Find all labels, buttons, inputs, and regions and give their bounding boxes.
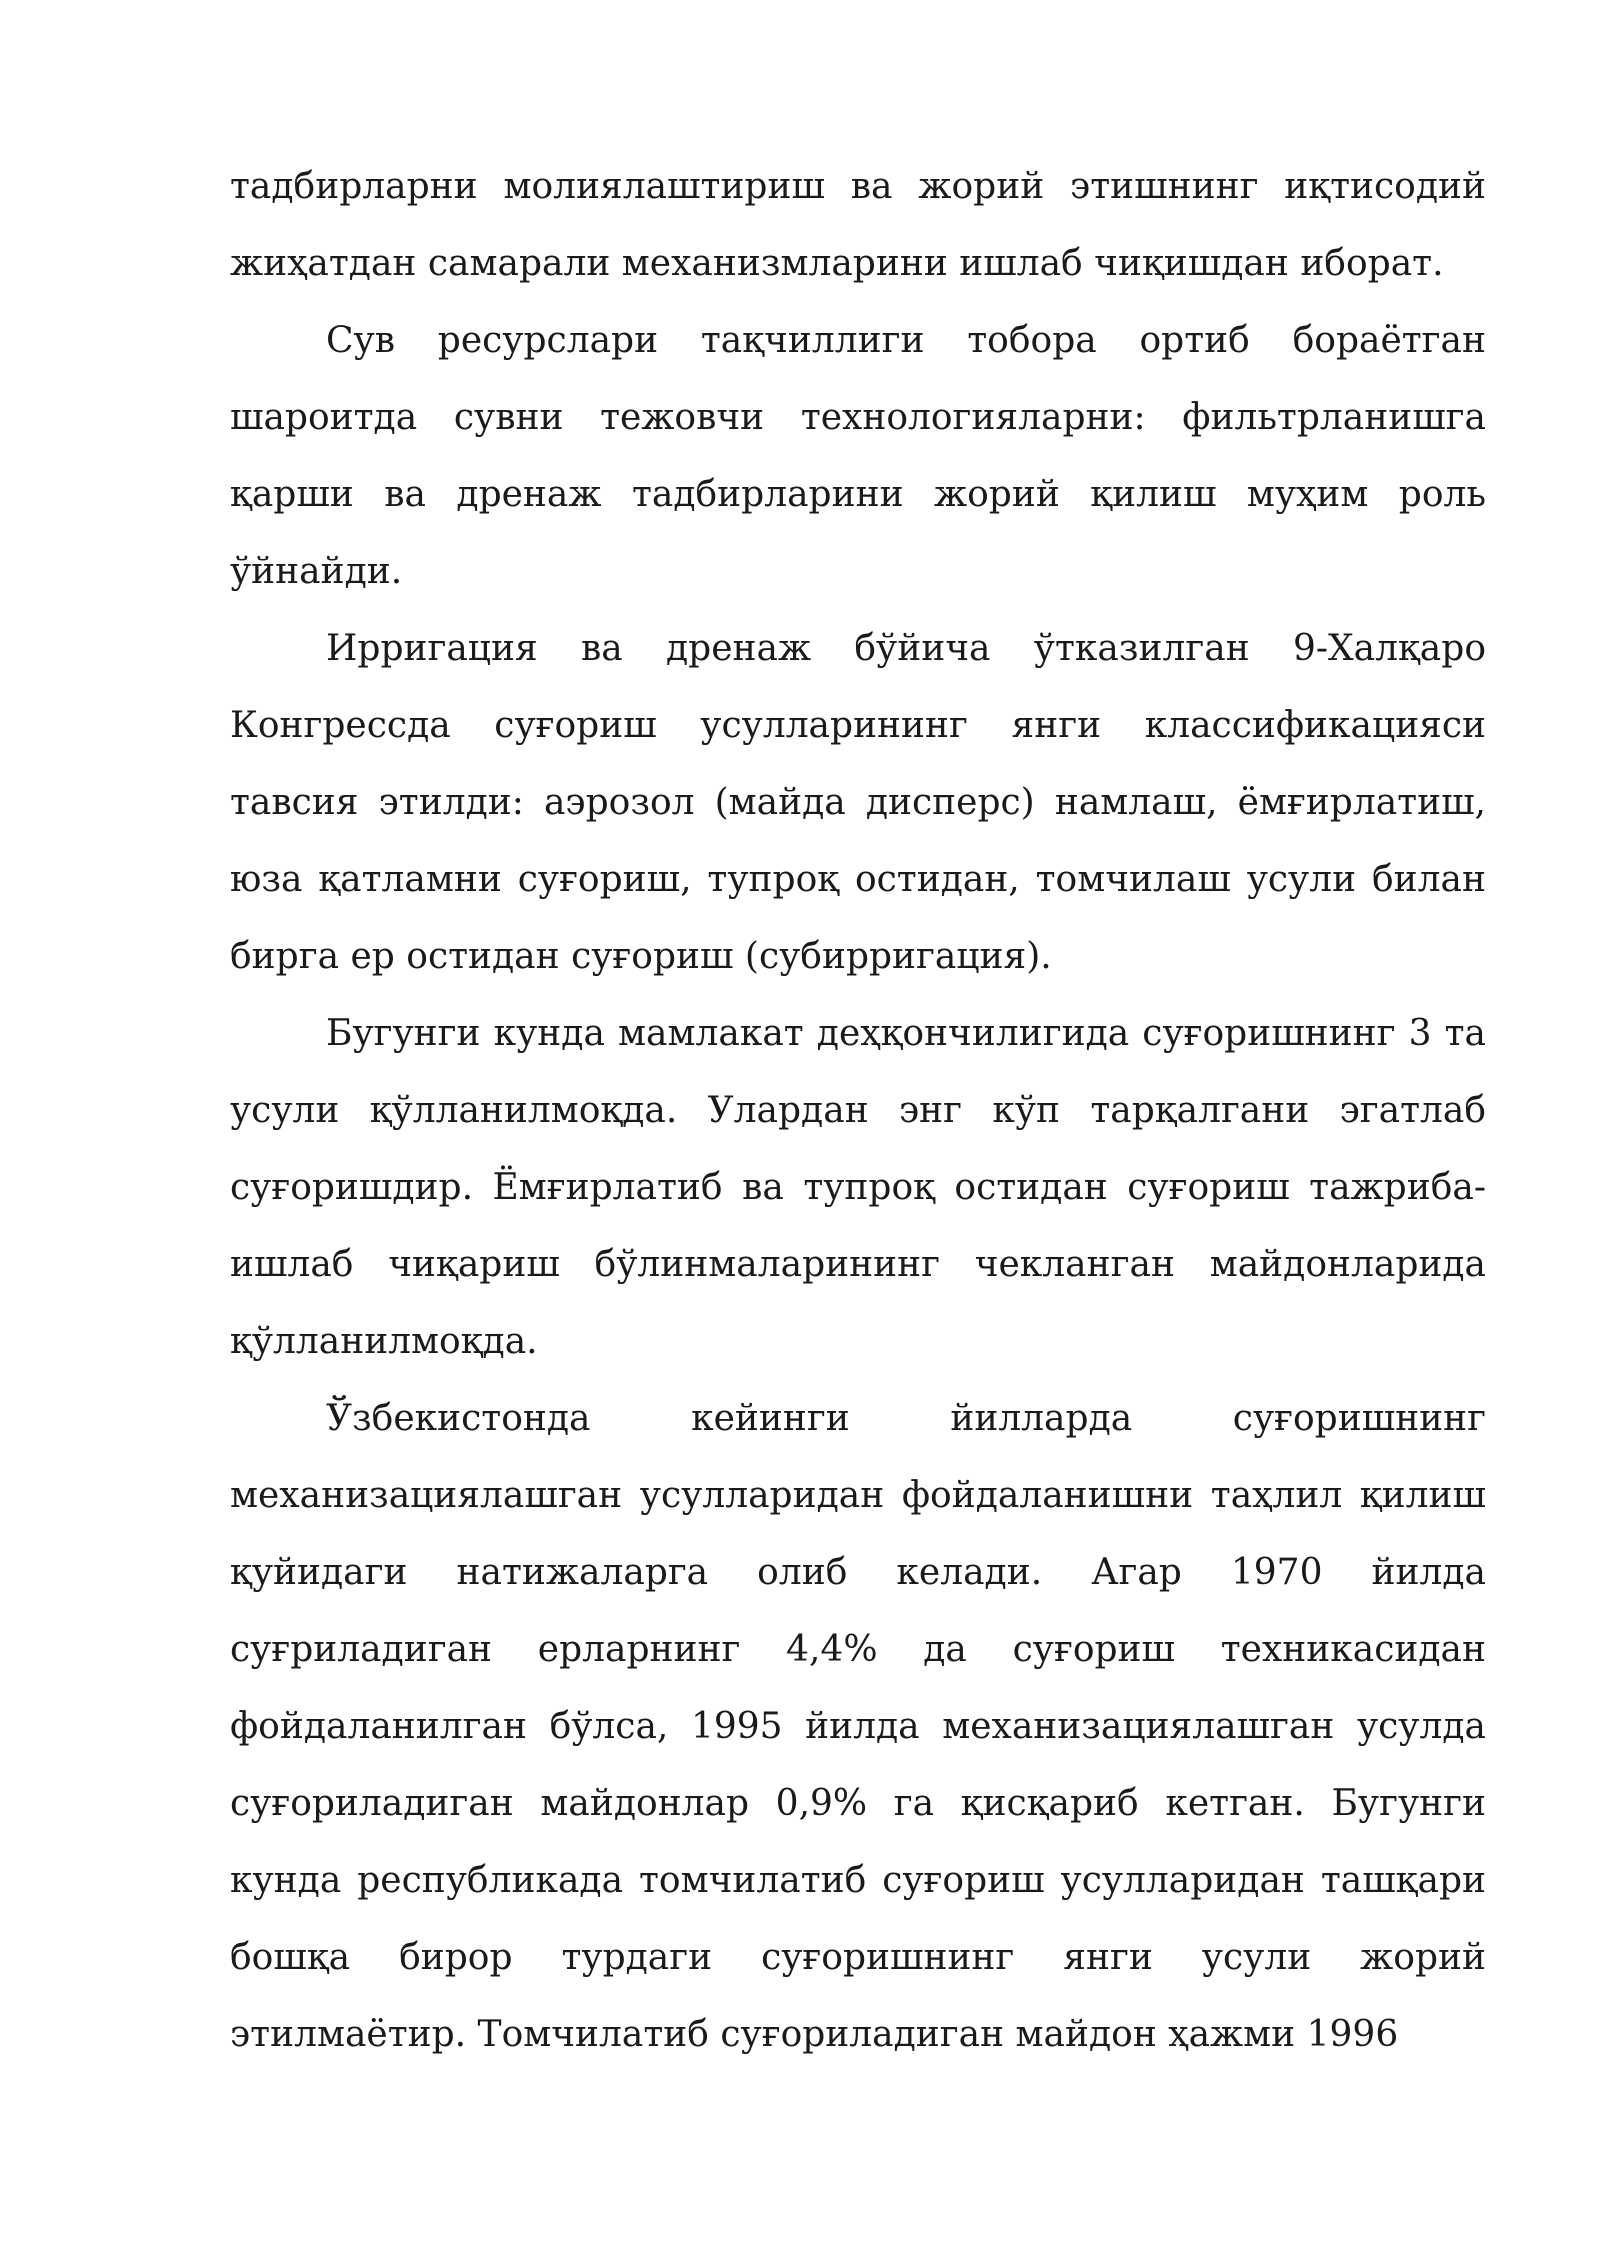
paragraph-continuation: тадбирларни молиялаштириш ва жорий этишнинг иқтисодий жиҳатдан самарали механизмларини ишлаб чиқишдан иборат. [230,166,1486,284]
paragraph-water-resources: Сув ресурслари тақчиллиги тобора ортиб бораётган шароитда сувни тежовчи технологияларни: фильтрланишга қарши ва дренаж тадбирларини жорий қилиш муҳим роль ўйнайди. [230,320,1486,592]
body-text [230,148,1486,2073]
paragraph-irrigation-congress: Ирригация ва дренаж бўйича ўтказилган 9-Халқаро Конгрессда суғориш усулларининг янги классификацияси тавсия этилди: аэрозол (майда дисперс) намлаш, ёмғирлатиш, юза қатламни суғориш, тупроқ остидан, томчилаш усули билан бирга ер остидан суғориш (субирригация). [230,628,1486,977]
paragraph-uzbekistan-mechanization: Ўзбекистонда кейинги йилларда суғоришнинг механизациялашган усулларидан фойдаланишни таҳлил қилиш қуйидаги натижаларга олиб келади. Агар 1970 йилда суғриладиган ерларнинг 4,4% да суғориш техникасидан фойдаланилган бўлса, 1995 йилда механизациялашган усулда суғориладиган майдонлар 0,9% га қисқариб кетган. Бугунги кунда республикада томчилатиб суғориш усулларидан ташқари бошқа бирор турдаги суғоришнинг янги усули жорий этилмаётир. Томчилатиб суғориладиган майдон ҳажми 1996 [230,1398,1486,2055]
paragraph-irrigation-methods: Бугунги кунда мамлакат деҳқончилигида суғоришнинг 3 та усули қўлланилмоқда. Улардан энг кўп тарқалгани эгатлаб суғоришдир. Ёмғирлатиб ва тупроқ остидан суғориш тажриба-ишлаб чиқариш бўлинмаларининг чекланган майдонларида қўлланилмоқда. [230,1013,1486,1362]
